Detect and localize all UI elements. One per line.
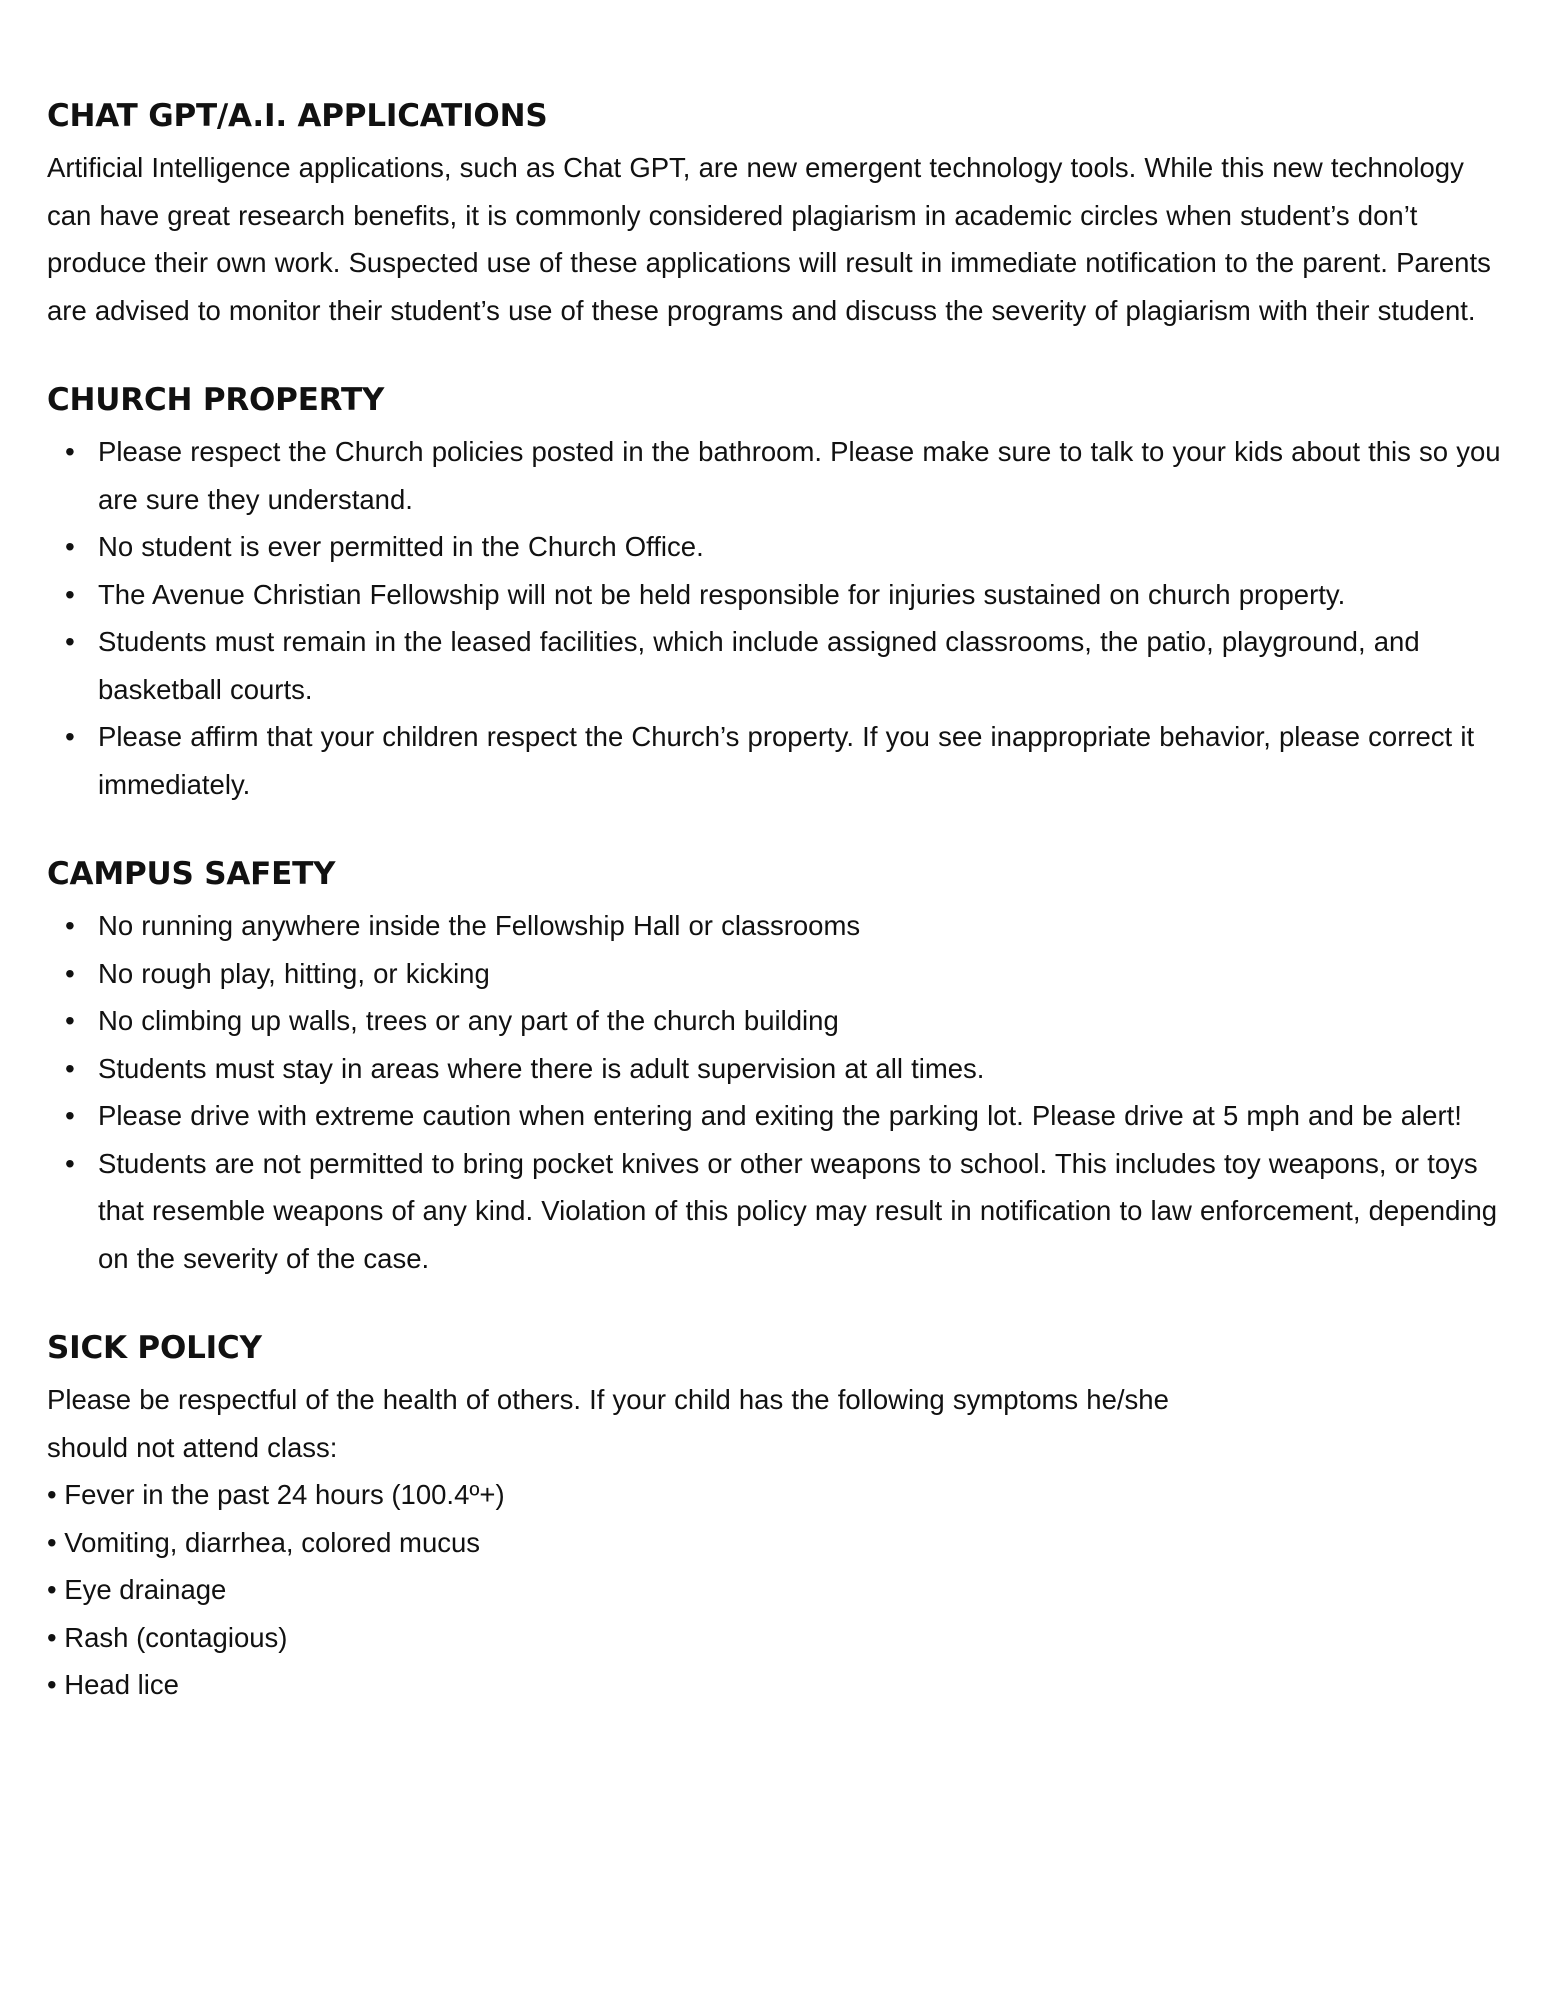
list-item: • No student is ever permitted in the Church Office. (47, 523, 1507, 571)
list-item: • No running anywhere inside the Fellowship Hall or classrooms (47, 902, 1507, 950)
section-title: SICK POLICY (47, 1330, 262, 1366)
section-title: CAMPUS SAFETY (47, 856, 336, 892)
section-paragraph: Artificial Intelligence applications, such as Chat GPT, are new emergent technology tools. While this new technology can have great research benefits, it is commonly considered plagiarism in academic circles when student’s don’t produce their own work. Suspected use of these applications will result in immediate notification to the parent. Parents are advised to monitor their student’s use of these programs and discuss the severity of plagiarism with their student. (47, 152, 1491, 326)
list-item: • Please affirm that your children respect the Church’s property. If you see inappropriate behavior, please correct it immediately. (47, 713, 1507, 808)
list-item: • Rash (contagious) (47, 1621, 288, 1653)
list-item: • The Avenue Christian Fellowship will not be held responsible for injuries sustained on church property. (47, 571, 1507, 619)
symptom-list (47, 1471, 1507, 1709)
list-item: • Please drive with extreme caution when entering and exiting the parking lot. Please drive at 5 mph and be alert! (47, 1092, 1507, 1140)
list-item: • Vomiting, diarrhea, colored mucus (47, 1526, 481, 1558)
list-item: • Students are not permitted to bring pocket knives or other weapons to school. This includes toy weapons, or toys that resemble weapons of any kind. Violation of this policy may result in notification to law enforcement, depending on the severity of the case. (47, 1140, 1507, 1283)
list-item: • Fever in the past 24 hours (100.4º+) (47, 1479, 505, 1510)
list-item: • Head lice (47, 1669, 179, 1700)
section-sick-policy (47, 1328, 1507, 1709)
section-title: CHAT GPT/A.I. APPLICATIONS (47, 98, 548, 134)
section-campus-safety (47, 854, 1507, 1282)
section-title: CHURCH PROPERTY (47, 382, 385, 418)
list-item: • Eye drainage (47, 1574, 227, 1605)
bullet-list (47, 902, 1507, 1282)
list-item: • No climbing up walls, trees or any part of the church building (47, 997, 1507, 1045)
section-intro-line: Please be respectful of the health of others. If your child has the following symptoms he/she (47, 1384, 1169, 1415)
list-item: • Please respect the Church policies posted in the bathroom. Please make sure to talk to your kids about this so you are sure they understand. (47, 428, 1507, 523)
section-church-property (47, 380, 1507, 808)
list-item: • Students must remain in the leased facilities, which include assigned classrooms, the patio, playground, and basketball courts. (47, 618, 1507, 713)
list-item: • No rough play, hitting, or kicking (47, 950, 1507, 998)
document-page (47, 96, 1507, 1755)
list-item: • Students must stay in areas where there is adult supervision at all times. (47, 1045, 1507, 1093)
bullet-list (47, 428, 1507, 808)
section-chat-gpt (47, 96, 1507, 334)
section-intro-line: should not attend class: (47, 1431, 338, 1463)
